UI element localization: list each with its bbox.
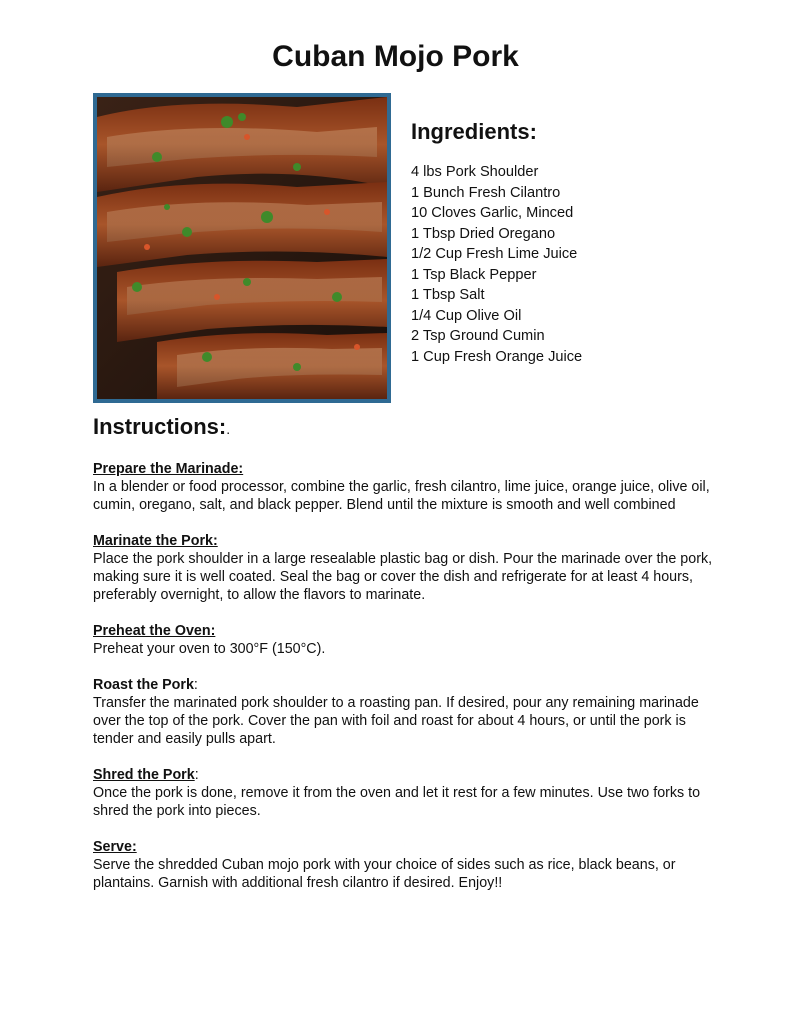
section-body: In a blender or food processor, combine the garlic, fresh cilantro, lime juice, orange juice, olive oil, cumin, oregano, salt, and black pepper. Blend until the mixture is smooth and well combined <box>93 479 710 513</box>
ingredient-item: 1 Cup Fresh Orange Juice <box>411 348 583 365</box>
section-title: Serve: <box>93 839 137 855</box>
section-title-text: Roast the Pork <box>93 677 194 693</box>
ingredients-list <box>411 162 582 367</box>
section-title-suffix: : <box>194 767 199 783</box>
instruction-section <box>93 766 713 820</box>
section-title: Prepare the Marinade: <box>93 461 244 477</box>
ingredient-item: 1 Tbsp Salt <box>411 287 485 303</box>
ingredient-item: 1 Tbsp Dried Oregano <box>411 225 556 242</box>
section-title: Preheat the Oven: <box>93 623 216 639</box>
ingredient-item: 2 Tsp Ground Cumin <box>411 328 545 344</box>
section-body: Preheat your oven to 300°F (150°C). <box>93 641 326 657</box>
pork-photo <box>93 93 391 403</box>
section-body: Once the pork is done, remove it from the oven and let it rest for a few minutes. Use two forks to shred the pork into pieces. <box>93 785 701 819</box>
section-title <box>93 766 713 784</box>
instructions-heading-suffix: . <box>226 421 231 437</box>
section-title-suffix: : <box>193 677 198 693</box>
instruction-section <box>93 622 713 658</box>
section-body: Transfer the marinated pork shoulder to a roasting pan. If desired, pour any remaining marinade over the top of the pork. Cover the pan with foil and roast for about 4 hours, or until the pork is tender and easily pulls apart. <box>93 695 699 747</box>
section-body: Place the pork shoulder in a large resealable plastic bag or dish. Pour the marinade over the pork, making sure it is well coated. Seal the bag or cover the dish and refrigerate for at least 4 hours, preferably overnight, to allow the flavors to marinate. <box>93 551 713 603</box>
recipe-title: Cuban Mojo Pork <box>272 40 519 73</box>
instruction-section <box>93 676 713 748</box>
instructions-sections <box>93 460 713 910</box>
ingredient-item: 1/2 Cup Fresh Lime Juice <box>411 246 578 262</box>
instruction-section <box>93 838 713 892</box>
ingredient-item: 10 Cloves Garlic, Minced <box>411 205 574 221</box>
instruction-section <box>93 460 713 514</box>
ingredients-heading: Ingredients: <box>411 119 537 144</box>
ingredient-item: 1 Tsp Black Pepper <box>411 266 537 283</box>
section-title: Marinate the Pork: <box>93 533 218 549</box>
section-title-text: Shred the Pork <box>93 767 195 783</box>
instructions-heading-text: Instructions: <box>93 414 227 439</box>
instruction-section <box>93 532 713 604</box>
ingredient-item: 1/4 Cup Olive Oil <box>411 307 522 324</box>
instructions-heading <box>93 414 230 440</box>
ingredient-item: 1 Bunch Fresh Cilantro <box>411 184 561 201</box>
section-title <box>93 676 713 694</box>
section-body: Serve the shredded Cuban mojo pork with your choice of sides such as rice, black beans, or plantains. Garnish with additional fresh cilantro if desired. Enjoy!! <box>93 857 676 891</box>
ingredient-item: 4 lbs Pork Shoulder <box>411 164 539 180</box>
